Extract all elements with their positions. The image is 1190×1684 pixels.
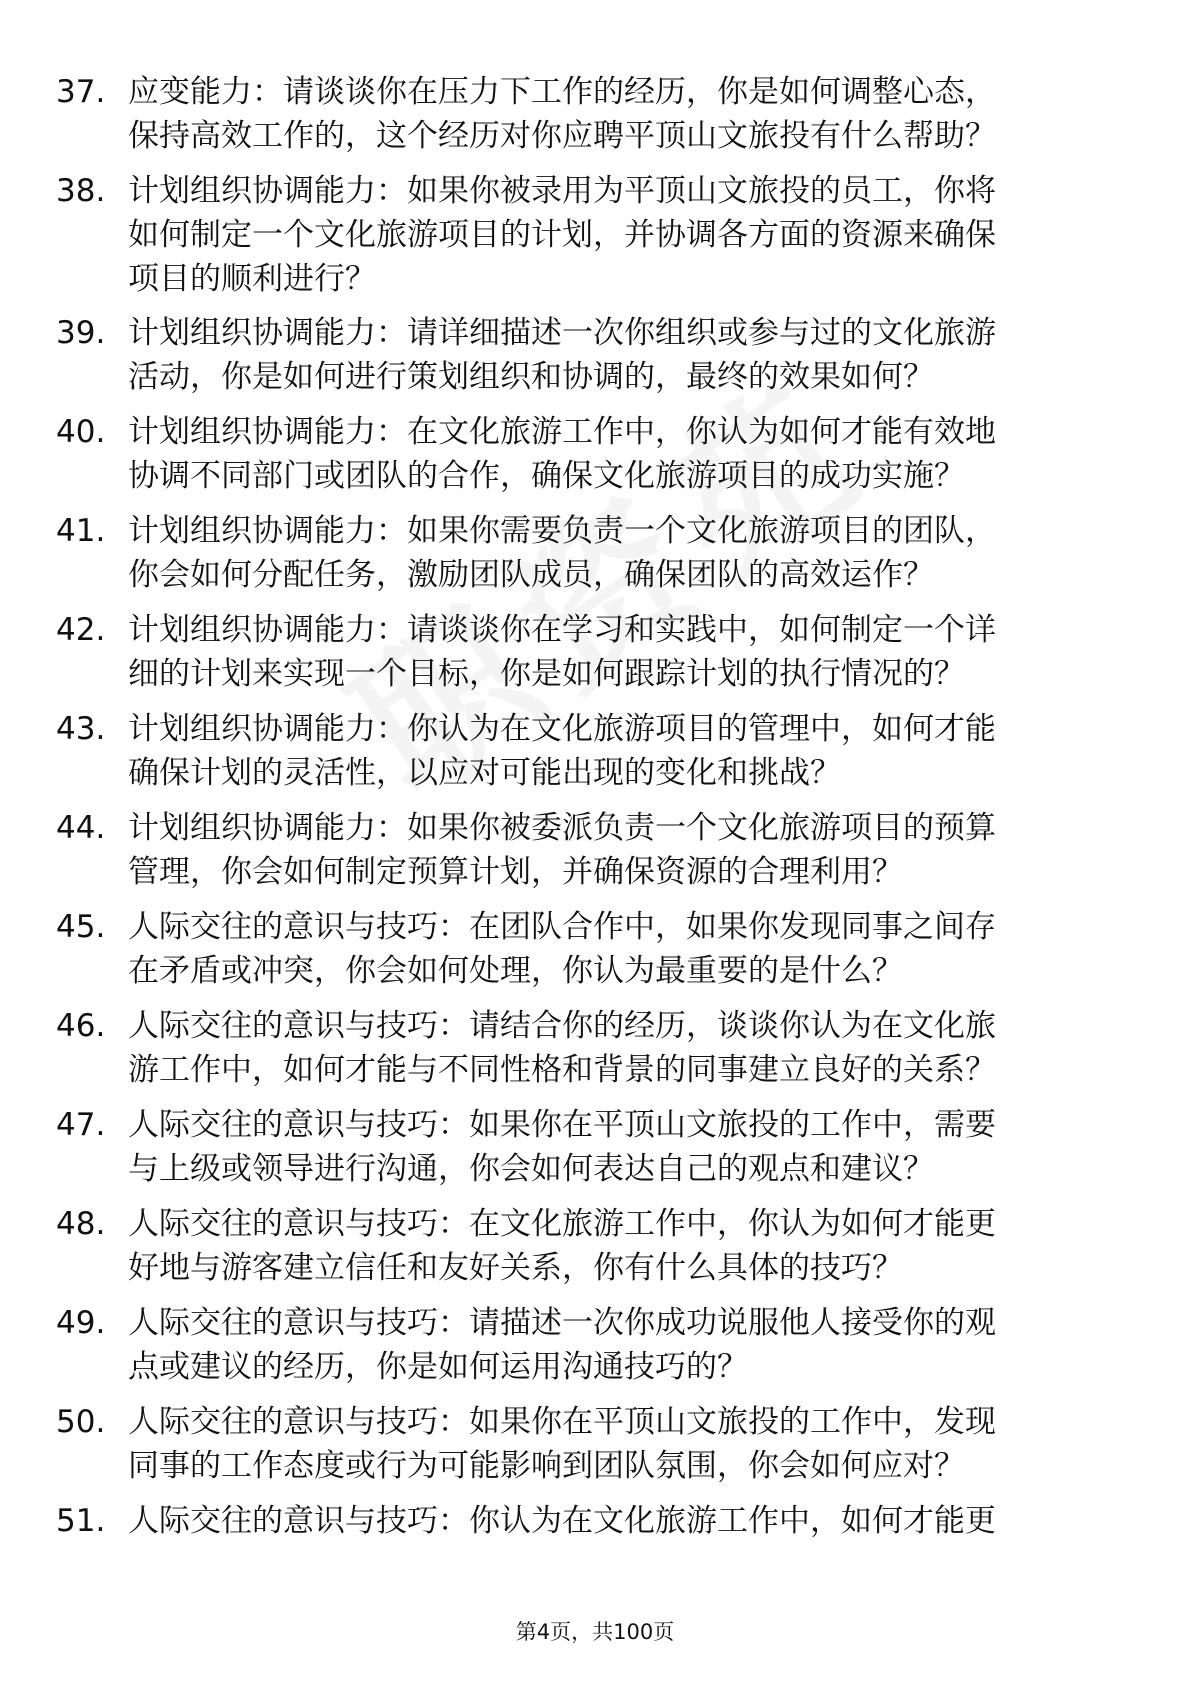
question-text: 人际交往的意识与技巧：你认为在文化旅游工作中，如何才能更 [128,1503,996,1539]
question-number: 51. [56,1503,106,1539]
question-item [0,1301,1190,1400]
question-item [0,1004,1190,1103]
question-text: 计划组织协调能力：如果你被委派负责一个文化旅游项目的预算 管理，你会如何制定预算计划，并确保资源的合理利用？ [128,810,996,890]
question-number: 44. [56,810,106,846]
question-number: 49. [56,1305,106,1341]
question-item [0,509,1190,608]
question-number: 50. [56,1404,106,1440]
question-item [0,1103,1190,1202]
page-footer: 第4页，共100页 [515,1620,675,1644]
question-number: 47. [56,1107,106,1143]
question-item [0,1499,1190,1549]
question-text: 人际交往的意识与技巧：请结合你的经历，谈谈你认为在文化旅 游工作中，如何才能与不同性格和背景的同事建立良好的关系？ [128,1008,996,1088]
question-number: 45. [56,909,106,945]
question-text: 人际交往的意识与技巧：在文化旅游工作中，你认为如何才能更 好地与游客建立信任和友好关系，你有什么具体的技巧？ [128,1206,996,1286]
question-list [0,70,1190,1549]
question-text: 应变能力：请谈谈你在压力下工作的经历，你是如何调整心态， 保持高效工作的，这个经历对你应聘平顶山文旅投有什么帮助？ [128,74,996,154]
question-number: 42. [56,612,106,648]
question-text: 人际交往的意识与技巧：在团队合作中，如果你发现同事之间存 在矛盾或冲突，你会如何处理，你认为最重要的是什么？ [128,909,996,989]
question-text: 计划组织协调能力：在文化旅游工作中，你认为如何才能有效地 协调不同部门或团队的合作，确保文化旅游项目的成功实施？ [128,414,996,494]
question-item [0,169,1190,311]
question-number: 48. [56,1206,106,1242]
question-number: 40. [56,414,106,450]
question-number: 41. [56,513,106,549]
question-text: 计划组织协调能力：请谈谈你在学习和实践中，如何制定一个详 细的计划来实现一个目标，你是如何跟踪计划的执行情况的？ [128,612,996,692]
question-text: 人际交往的意识与技巧：如果你在平顶山文旅投的工作中，需要 与上级或领导进行沟通，你会如何表达自己的观点和建议？ [128,1107,996,1187]
question-text: 计划组织协调能力：如果你被录用为平顶山文旅投的员工，你将 如何制定一个文化旅游项目的计划，并协调各方面的资源来确保 项目的顺利进行？ [128,173,996,297]
question-text: 计划组织协调能力：你认为在文化旅游项目的管理中，如何才能 确保计划的灵活性，以应对可能出现的变化和挑战？ [128,711,996,791]
question-text: 人际交往的意识与技巧：请描述一次你成功说服他人接受你的观 点或建议的经历，你是如何运用沟通技巧的？ [128,1305,996,1385]
question-number: 39. [56,315,106,351]
question-item [0,311,1190,410]
question-number: 46. [56,1008,106,1044]
question-item [0,905,1190,1004]
question-item [0,1400,1190,1499]
question-text: 计划组织协调能力：请详细描述一次你组织或参与过的文化旅游 活动，你是如何进行策划组织和协调的，最终的效果如何？ [128,315,996,395]
question-number: 38. [56,173,106,209]
question-item [0,410,1190,509]
question-item [0,70,1190,169]
question-item [0,1202,1190,1301]
question-text: 人际交往的意识与技巧：如果你在平顶山文旅投的工作中，发现 同事的工作态度或行为可能影响到团队氛围，你会如何应对？ [128,1404,996,1484]
question-text: 计划组织协调能力：如果你需要负责一个文化旅游项目的团队， 你会如何分配任务，激励团队成员，确保团队的高效运作？ [128,513,996,593]
question-item [0,608,1190,707]
question-number: 37. [56,74,106,110]
question-number: 43. [56,711,106,747]
question-item [0,806,1190,905]
question-item [0,707,1190,806]
